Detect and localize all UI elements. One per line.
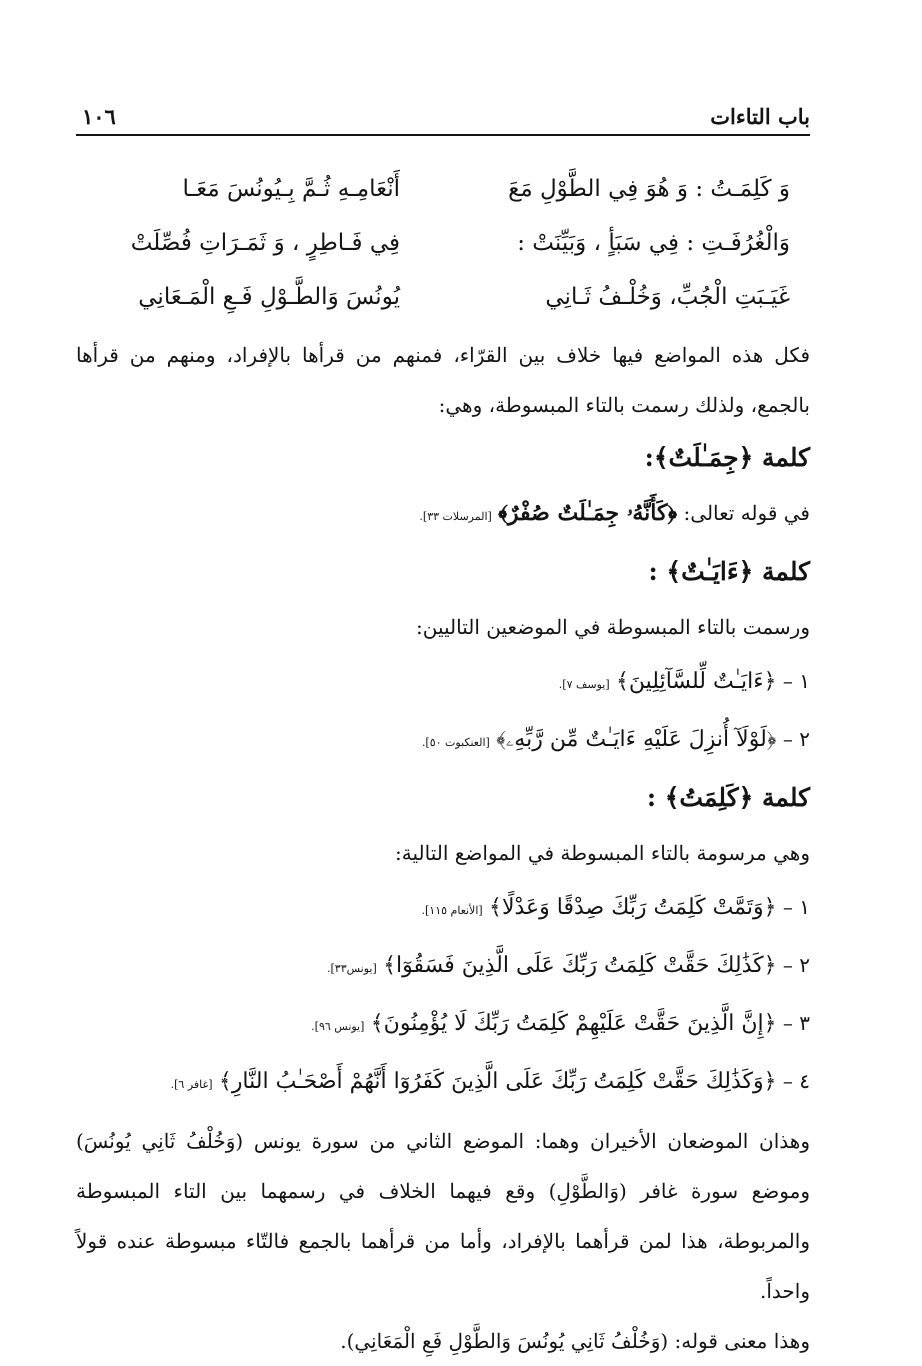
verse-first-hemistich: غَيَـبَتِ الْجُبِّ، وَخُلْـفُ ثَـانِي <box>545 284 790 310</box>
verse-line <box>100 176 790 230</box>
surah-reference: [العنكبوت ٥٠]. <box>421 736 490 749</box>
verse-first-hemistich: وَالْغُرُفَـتِ : فِي سَبَأٍ ، وَبَيِّنَتْ : <box>517 230 790 256</box>
item-number: ١ – <box>782 895 810 919</box>
surah-reference: [غافر ٦]. <box>170 1078 213 1091</box>
page-body <box>76 330 810 1366</box>
surah-reference: [المرسلات ٣٣]. <box>419 510 492 523</box>
item-number: ١ – <box>782 669 810 693</box>
section-intro: وهي مرسومة بالتاء المبسوطة في المواضع التالية: <box>395 841 810 865</box>
section-heading-ayat: كلمة ﴿ءَايَـٰتٌ﴾ : <box>648 557 810 586</box>
citation-prefix: في قوله تعالى: <box>677 501 810 525</box>
closing-line: وهذا معنى قوله: (وَخُلْفُ ثَانِي يُونُسَ وَالطَّوْلِ فَعِ الْمَعَانِي). <box>340 1329 810 1353</box>
section-heading-jimalat: كلمة ﴿جِمَـٰلَتٌ﴾: <box>644 443 810 472</box>
verse-first-hemistich: وَ كَلِمَـتُ : وَ هُوَ فِي الطَّوْلِ مَعَ <box>508 176 790 202</box>
item-number: ٣ – <box>782 1011 810 1035</box>
item-number: ٢ – <box>782 727 810 751</box>
verse-second-hemistich: أَنْعَامِـهِ ثُـمَّ بِـيُونُسَ مَعَـا <box>182 176 400 202</box>
list-item <box>76 654 810 712</box>
surah-reference: [يوسف ٧]. <box>558 678 610 691</box>
quran-quote: ﴿وَكَذَٰلِكَ حَقَّتْ كَلِمَتُ رَبِّكَ عَلَى الَّذِينَ كَفَرُوٓا أَنَّهُمْ أَصْحَـٰبُ النَّارِ﴾ <box>218 1069 777 1094</box>
page-header <box>76 98 810 130</box>
intro-paragraph: فكل هذه المواضع فيها خلاف بين القرّاء، فمنهم من قرأها بالإفراد، ومنهم من قرأها بالجمع، ولذلك رسمت بالتاء المبسوطة، وهي: <box>76 343 810 417</box>
verse-line <box>100 230 790 284</box>
header-rule <box>76 134 810 136</box>
surah-reference: [الأنعام ١١٥]. <box>421 904 483 917</box>
item-number: ٢ – <box>782 953 810 977</box>
list-item <box>76 938 810 996</box>
chapter-title: باب التاءات <box>710 104 810 129</box>
item-number: ٤ – <box>782 1069 810 1093</box>
closing-paragraph: وهذان الموضعان الأخيران وهما: الموضع الثاني من سورة يونس (وَخُلْفُ ثَانِي يُونُسَ) وموضع سورة غافر (وَالطَّوْلِ) وقع فيهما الخلاف في رسمهما بين التاء المبسوطة والمربوطة، هذا لمن قرأهما بالإفراد، وأما من قرأهما بالجمع فالتّاء مبسوطة عنده قولاً واحداً. <box>76 1129 810 1303</box>
verse-second-hemistich: فِي فَـاطِرٍ ، وَ ثَمَـرَاتِ فُصِّلَتْ <box>130 230 400 256</box>
poem-verses <box>100 176 790 338</box>
list-item <box>76 712 810 770</box>
quran-citation <box>76 486 810 544</box>
verse-second-hemistich: يُونُسَ وَالطَّـوْلِ فَـعِ الْمَـعَانِي <box>138 284 400 310</box>
list-item <box>76 996 810 1054</box>
quran-quote: ﴿كَذَٰلِكَ حَقَّتْ كَلِمَتُ رَبِّكَ عَلَى الَّذِينَ فَسَقُوٓا﴾ <box>383 953 777 978</box>
section-heading-kalimat: كلمة ﴿كَلِمَتُ﴾ : <box>646 783 810 812</box>
list-item <box>76 880 810 938</box>
quran-quote: ﴿وَتَمَّتْ كَلِمَتُ رَبِّكَ صِدْقًا وَعَدْلًا﴾ <box>489 895 777 920</box>
page-number: ١٠٦ <box>82 104 116 129</box>
quran-quote: ﴿ءَايَـٰتٌ لِّلسَّآئِلِينَ﴾ <box>616 669 777 694</box>
quran-quote: ﴿كَأَنَّهُۥ جِمَـٰلَتٌ صُفْرٌ﴾ <box>498 500 678 526</box>
surah-reference: [يونس٣٣]. <box>326 962 377 975</box>
quran-quote: ﴿لَوْلَآ أُنزِلَ عَلَيْهِ ءَايَـٰتٌ مِّن رَّبِّهِۦ﴾ <box>496 727 777 752</box>
surah-reference: [يونس ٩٦]. <box>311 1020 365 1033</box>
list-item <box>76 1054 810 1112</box>
quran-quote: ﴿إِنَّ الَّذِينَ حَقَّتْ عَلَيْهِمْ كَلِمَتُ رَبِّكَ لَا يُؤْمِنُونَ﴾ <box>370 1011 777 1036</box>
section-intro: ورسمت بالتاء المبسوطة في الموضعين التاليين: <box>416 615 810 639</box>
